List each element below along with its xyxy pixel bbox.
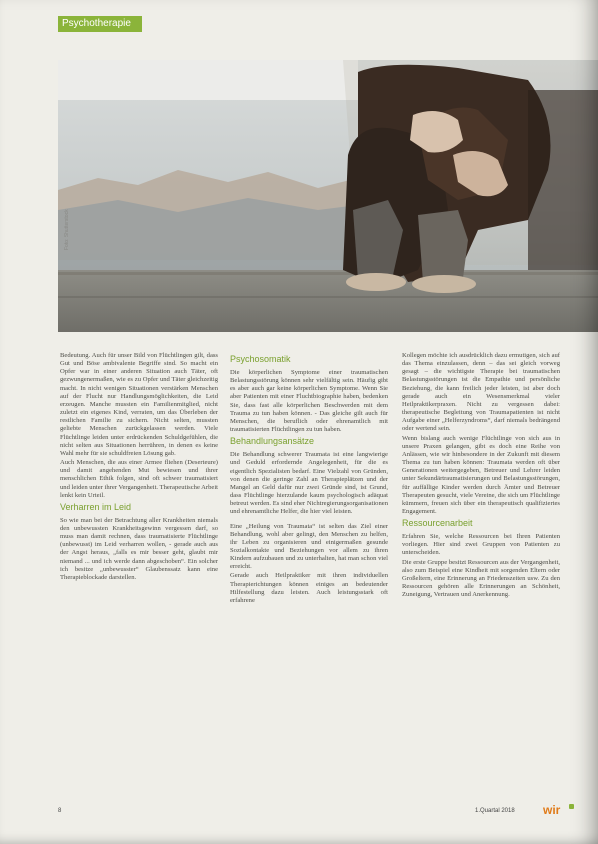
paragraph: Erfahren Sie, welche Ressourcen bei Ihren Patienten vorliegen. Hier sind zwei Gruppen von Patienten zu unterscheiden. (402, 533, 560, 557)
section-heading: Behandlungsansätze (230, 436, 315, 447)
paragraph: Bedeutung. Auch für unser Bild von Flüchtlingen gilt, dass Gut und Böse ambivalente Begriffe sind. So macht ein Opfer war in einer anderen Situation auch Täter, oft gezwungenermaßen, wie es zu Opfer und Täter gleichzeitig macht. In nicht wenigen Situationen verstärken Menschen auf der Flucht nur Handlungsmöglichkeiten, die Leid erzeugen. Manche mussten ein Familienmitglied, nicht zuletzt ein eigenes Kind, verraten, um das Überleben der restlichen Familie zu sichern. Nicht selten, mussten geliebte Menschen zurückgelassen werden. Viele Flüchtlinge leiden unter erdrückenden Schuldgefühlen, die nicht selten aus Situationen herrühren, in denen es keine Wahl mehr für sie schuldfreien Lösung gab. (60, 352, 218, 457)
paragraph: Die erste Gruppe besitzt Ressourcen aus der Vergangenheit, also zum Beispiel eine Kindheit mit sorgenden Eltern oder Großeltern, eine Erinnerung an Friedenszeiten usw. Zu den Ressourcen gehören alle Erinnerungen an Schönheit, Zuneigung, Vertrauen und Anerkennung. (402, 558, 560, 599)
section-tag: Psychotherapie (58, 16, 142, 32)
hero-photo (58, 60, 598, 332)
photo-credit: Foto: Shutterstock (64, 209, 70, 250)
paragraph: Die körperlichen Symptome einer traumatischen Belastungsstörung können sehr vielfältig sein. Häufig gibt es aber auch gar keine körperlichen Symptome. Wenn Sie aber Patienten mit einer Fluchtbiographie haben, bedenken Sie, dass fast alle körperlichen Beschwerden mit dem Trauma zu tun haben können. - Das gleiche gilt auch für Menschen, die beruflich oder ehrenamtlich mit traumatisierten Flüchtlingen zu tun haben. (230, 369, 388, 434)
text-column-1 (60, 352, 218, 583)
paragraph: Eine „Heilung von Traumata“ ist selten das Ziel einer Behandlung, wohl aber gelingt, den Menschen zu helfen, ihr Leben zu organisieren und einigermaßen gesunde Sozialkontakte und Beziehungen vor allem zu ihren Kindern aufzubauen und zu unterhalten, hat man schon viel erreicht. (230, 522, 388, 571)
section-heading: Psychosomatik (230, 354, 291, 364)
paragraph: Die Behandlung schwerer Traumata ist eine langwierige und Geduld erfordernde Angelegenheit, für die es eigentlich Spezialisten bedarf. Eine Vielzahl von Gründen, von denen die geringe Zahl an Therapieplätzen und der Mangel an Geld dafür nur zwei Gründe sind, ist Grund, dass Flüchtlinge hierzulande kaum psychologisch adäquat betreut werden. Es sind eher Nichtregierungsorganisationen und ehrenamtliche Helfer, die hier viel leisten. (230, 451, 388, 516)
brand-dot-icon (569, 804, 574, 809)
text-column-2 (230, 352, 388, 606)
paragraph: So wie man bei der Betrachtung aller Krankheiten niemals den unbewussten Krankheitsgewinn vergessen darf, so muss man damit rechnen, dass traumatisierte Flüchtlinge (unbewusst) im Leid verharren wollen, - gerade auch aus der Angst heraus, „falls es mir besser geht, glaubt mir niemand ... und ich werde dann abgeschoben“. Ein solcher ich besitze „unbewusster“ Glaubenssatz kann eine Therapieblockade darstellen. (60, 516, 218, 581)
brand-logo: wir (543, 803, 561, 817)
paragraph: Auch Menschen, die aus einer Armee fliehen (Deserteure) und damit angehenden Mut bewiesen und ihrer menschlichen Ethik folgen, sind oft schwer traumatisiert und leiden unter ihrer Vergangenheit. Therapeutische Arbeit lenkt kein Urteil. (60, 459, 219, 499)
text-column-3 (402, 352, 560, 600)
paragraph: Gerade auch Heilpraktiker mit ihren individuellen Therapierichtungen können einiges an bedeutender Hilfestellung dazu leisten. Auch leistungsstark oft erfahrene (230, 572, 388, 604)
section-heading: Ressourcenarbeit (402, 518, 473, 529)
paragraph: Wenn bislang auch wenige Flüchtlinge von sich aus in unsere Praxen gelangen, gibt es doch eine Reihe von Anlässen, wie wir hinbesondere in der Zukunft mit diesem Thema zu tun haben können: Traumata werden oft über Generationen weitergegeben, Betreuer und Lehrer leiden unter Sekundärtraumatisierungen und Belastungsstörungen, für auffällige Kinder werden durch Ämter und Betreuer Therapeuten gesucht, viele Vereine, die sich um Flüchtlinge kümmern, freuen sich über ein therapeutisch qualifiziertes Engagement. (402, 434, 560, 515)
section-heading: Verharren im Leid (60, 501, 132, 512)
issue-label: 1.Quartal 2018 (475, 808, 515, 814)
page-number: 8 (58, 808, 62, 814)
paragraph: Kollegen möchte ich ausdrücklich dazu ermutigen, sich auf das Thema einzulassen, denn – das sei gleich vorweg gesagt – die wichtigste Therapie bei traumatischen Belastungsstörungen ist die Empathie und persönliche Beziehung, die kann freilich jeder leisten, ist aber doch gerade auch ein Wesensmerkmal vieler Heilpraktikerpraxen. Nicht zu vergessen dabei: therapeutische Begleitung von Traumapatienten ist nicht Aufgabe einer „Helferzyndroms“, darf niemals bedrängend oder wertend sein. (402, 352, 560, 433)
